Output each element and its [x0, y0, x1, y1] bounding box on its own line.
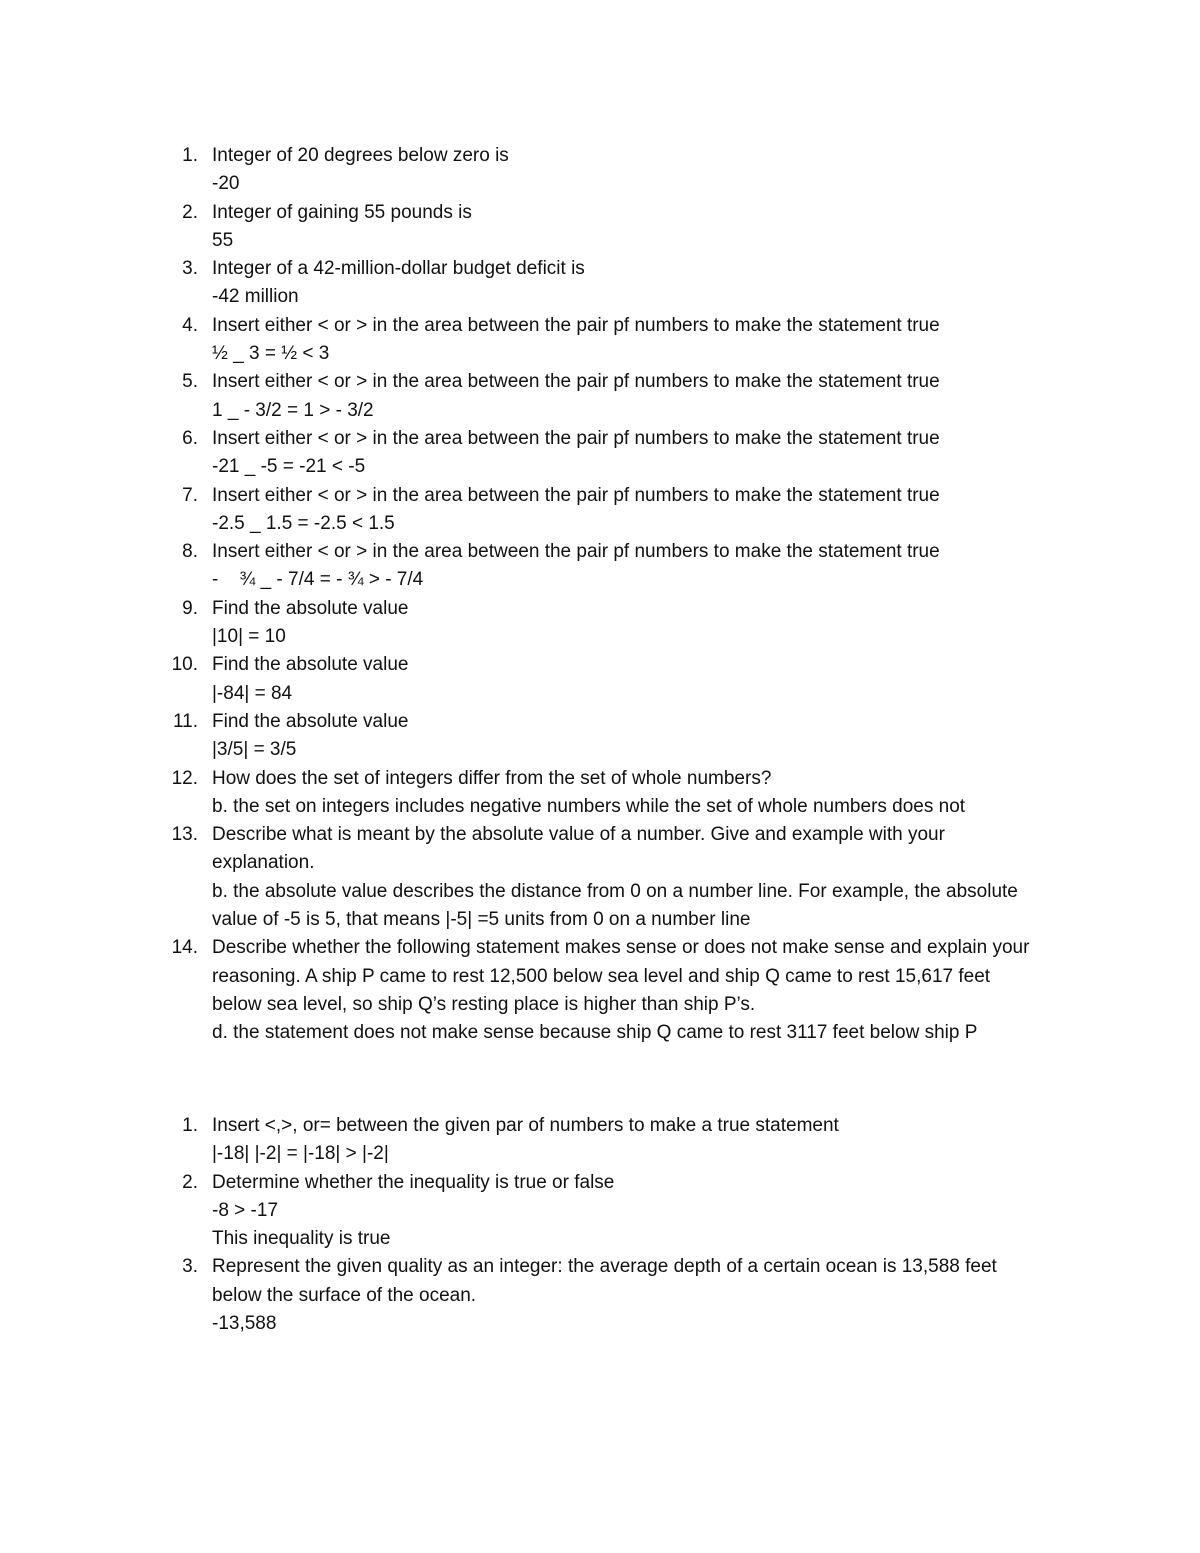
answer-text: 55 — [212, 229, 234, 251]
answer-text: -2.5 _ 1.5 = -2.5 < 1.5 — [212, 512, 395, 534]
question-text: Find the absolute value — [212, 710, 409, 732]
item-number: 9. — [182, 597, 198, 619]
answer-text: |-18| |-2| = |-18| > |-2| — [212, 1143, 389, 1165]
item-number: 1. — [182, 1115, 198, 1136]
question-list-1 — [0, 142, 1200, 1048]
answer-text: 1 _ - 3/2 = 1 > - 3/2 — [212, 399, 374, 421]
answer-text: |-84| = 84 — [212, 682, 293, 704]
list-item — [0, 934, 1200, 1047]
answer-text: -42 million — [212, 286, 299, 308]
list-item — [0, 595, 1200, 652]
question-text: Represent the given quality as an integer: the average depth of a certain ocean is 13,588 feet — [212, 1256, 997, 1278]
question-text: Find the absolute value — [212, 654, 409, 676]
list-item — [0, 538, 1200, 595]
list-item — [0, 425, 1200, 482]
question-text: Integer of 20 degrees below zero is — [212, 145, 509, 166]
answer-text: -13,588 — [212, 1313, 277, 1335]
answer-text: -8 > -17 — [212, 1199, 279, 1221]
answer-text: below the surface of the ocean. — [212, 1284, 477, 1306]
list-item — [0, 368, 1200, 425]
item-number: 4. — [182, 314, 198, 336]
question-text: How does the set of integers differ from the set of whole numbers? — [212, 767, 772, 789]
list-item — [0, 821, 1200, 934]
item-number: 3. — [182, 258, 198, 280]
question-text: Describe whether the following statement makes sense or does not make sense and explain your — [212, 937, 1030, 959]
question-list-2 — [0, 1112, 1200, 1338]
list-item — [0, 482, 1200, 539]
answer-text: -20 — [212, 173, 240, 195]
item-number: 8. — [182, 541, 198, 563]
list-item — [0, 765, 1200, 822]
list-item — [0, 1169, 1200, 1254]
list-item — [0, 651, 1200, 708]
item-number: 7. — [182, 484, 198, 506]
question-text: Insert either < or > in the area between the pair pf numbers to make the statement true — [212, 427, 940, 449]
list-item — [0, 708, 1200, 765]
question-text: Determine whether the inequality is true or false — [212, 1171, 615, 1193]
answer-text: explanation. — [212, 852, 315, 874]
question-text: Insert either < or > in the area between the pair pf numbers to make the statement true — [212, 484, 940, 506]
answer-text: b. the absolute value describes the distance from 0 on a number line. For example, the absolute — [212, 880, 1018, 902]
list-item — [0, 1253, 1200, 1338]
item-number: 13. — [171, 824, 198, 846]
answer-text: reasoning. A ship P came to rest 12,500 below sea level and ship Q came to rest 15,617 feet — [212, 965, 991, 987]
answer-text: below sea level, so ship Q’s resting place is higher than ship P’s. — [212, 993, 756, 1015]
answer-text: This inequality is true — [212, 1228, 391, 1250]
list-item — [0, 142, 1200, 199]
list-item — [0, 255, 1200, 312]
item-number: 1. — [182, 145, 198, 166]
answer-text: |3/5| = 3/5 — [212, 739, 297, 761]
question-text: Insert either < or > in the area between the pair pf numbers to make the statement true — [212, 371, 940, 393]
question-text: Integer of gaining 55 pounds is — [212, 201, 472, 223]
answer-text: value of -5 is 5, that means |-5| =5 units from 0 on a number line — [212, 909, 751, 931]
question-text: Insert either < or > in the area between the pair pf numbers to make the statement true — [212, 541, 940, 563]
answer-text: |10| = 10 — [212, 626, 286, 648]
question-text: Insert <,>, or= between the given par of numbers to make a true statement — [212, 1115, 839, 1136]
list-item — [0, 199, 1200, 256]
answer-text: ½ _ 3 = ½ < 3 — [212, 343, 330, 365]
item-number: 11. — [172, 710, 198, 732]
list-item — [0, 1112, 1200, 1169]
question-text: Describe what is meant by the absolute value of a number. Give and example with your — [212, 824, 945, 846]
item-number: 5. — [182, 371, 198, 393]
question-text: Find the absolute value — [212, 597, 409, 619]
item-number: 12. — [171, 767, 198, 789]
question-text: Integer of a 42-million-dollar budget deficit is — [212, 258, 585, 280]
answer-text: - ¾ _ - 7/4 = - ¾ > - 7/4 — [212, 569, 424, 591]
item-number: 2. — [182, 201, 198, 223]
item-number: 3. — [182, 1256, 198, 1278]
item-number: 2. — [182, 1171, 198, 1193]
answer-text: d. the statement does not make sense because ship Q came to rest 3117 feet below ship P — [212, 1022, 978, 1044]
answer-text: -21 _ -5 = -21 < -5 — [212, 456, 366, 478]
list-item — [0, 312, 1200, 369]
item-number: 10. — [171, 654, 198, 676]
item-number: 6. — [182, 427, 198, 449]
answer-text: b. the set on integers includes negative numbers while the set of whole numbers does not — [212, 795, 966, 817]
question-text: Insert either < or > in the area between the pair pf numbers to make the statement true — [212, 314, 940, 336]
item-number: 14. — [171, 937, 198, 959]
